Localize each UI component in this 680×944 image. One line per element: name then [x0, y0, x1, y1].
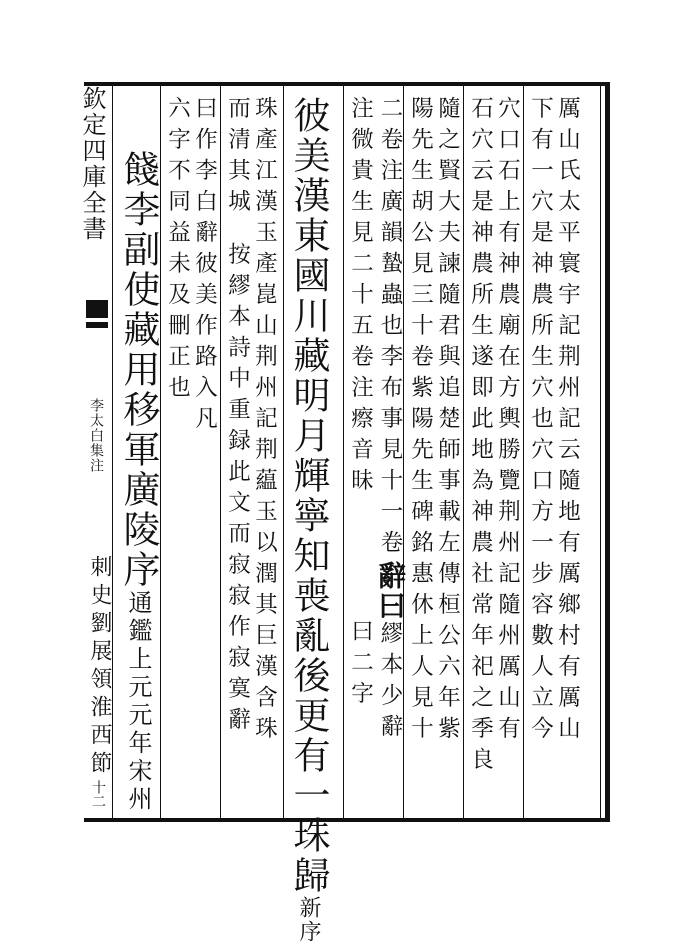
column-rule — [523, 86, 524, 818]
annotation-text: 新序 — [296, 896, 321, 944]
column-rule — [283, 86, 284, 818]
text-column-11 — [226, 96, 249, 814]
annotation-text: 二卷注廣韻蟄蟲也李布事見十一卷 — [377, 96, 403, 561]
column-rule — [343, 86, 344, 818]
annotation-text: 曰二字 — [347, 619, 374, 712]
annotation-text: 凡 — [191, 406, 218, 437]
fishtail-mark — [86, 300, 108, 318]
fishtail-mark-lower — [86, 322, 108, 328]
text-column-3: 穴口石上有神農廟在方輿勝覽荆州記隨州厲山有 — [494, 96, 521, 747]
annotation-text: 通鑑上元元年宋州 — [124, 590, 152, 814]
text-column-1: 厲山氏太平寰宇記荆州記云隨地有厲鄉村有厲山 — [554, 96, 581, 747]
text-column-5: 隨之賢大夫諫隨君與追楚師事載左傳桓公六年紫 — [434, 96, 461, 747]
text-column-2: 下有一穴是神農所生穴也穴口方一步容數人立今 — [527, 96, 554, 747]
text-column-4: 石穴云是神農所生遂即此地為神農社常年祀之季良 — [467, 96, 494, 778]
column-rule — [160, 86, 161, 818]
column-rule — [220, 86, 221, 818]
text-column-15b: 刺史劉展領淮西節 — [87, 555, 112, 779]
text-column-13: 六字不同益未及刪正也 — [164, 96, 191, 406]
page-number: 十二 — [90, 780, 106, 808]
text-column-14 — [117, 150, 160, 820]
heading-mark: 辭曰 — [374, 561, 407, 621]
text-column-7 — [374, 96, 407, 816]
poem-line: 彼美漢東國川藏明月輝寧知喪亂後更有一珠歸 — [287, 96, 330, 896]
margin-title: 欽定四庫全書 — [78, 86, 106, 242]
annotation-text: 曰作李白辭彼美作路入 — [191, 96, 218, 406]
page-border-inner-line — [600, 86, 601, 818]
margin-subtitle: 李太白集注 — [88, 398, 104, 473]
column-rule — [112, 86, 113, 818]
annotation-text: 按繆本詩中重録此文而寂寂作寂寞辭 — [224, 242, 251, 738]
text-column-12 — [193, 96, 216, 816]
title-line: 餞李副使藏用移軍廣陵序 — [117, 150, 160, 590]
annotation-text: 繆本少辭 — [377, 621, 403, 745]
column-rule — [463, 86, 464, 818]
text-column-10: 珠產江漢玉產崑山荆州記荆藴玉以潤其巨漢含珠 — [251, 96, 278, 747]
annotation-text: 而清其城 — [224, 96, 251, 220]
text-column-6: 陽先生胡公見三十卷紫陽先生碑銘惠休上人見十 — [407, 96, 434, 747]
annotation-text: 注微貴生見二十五卷注瘵音昧 — [347, 96, 374, 499]
text-column-9 — [287, 96, 330, 944]
text-column-8 — [349, 96, 372, 816]
